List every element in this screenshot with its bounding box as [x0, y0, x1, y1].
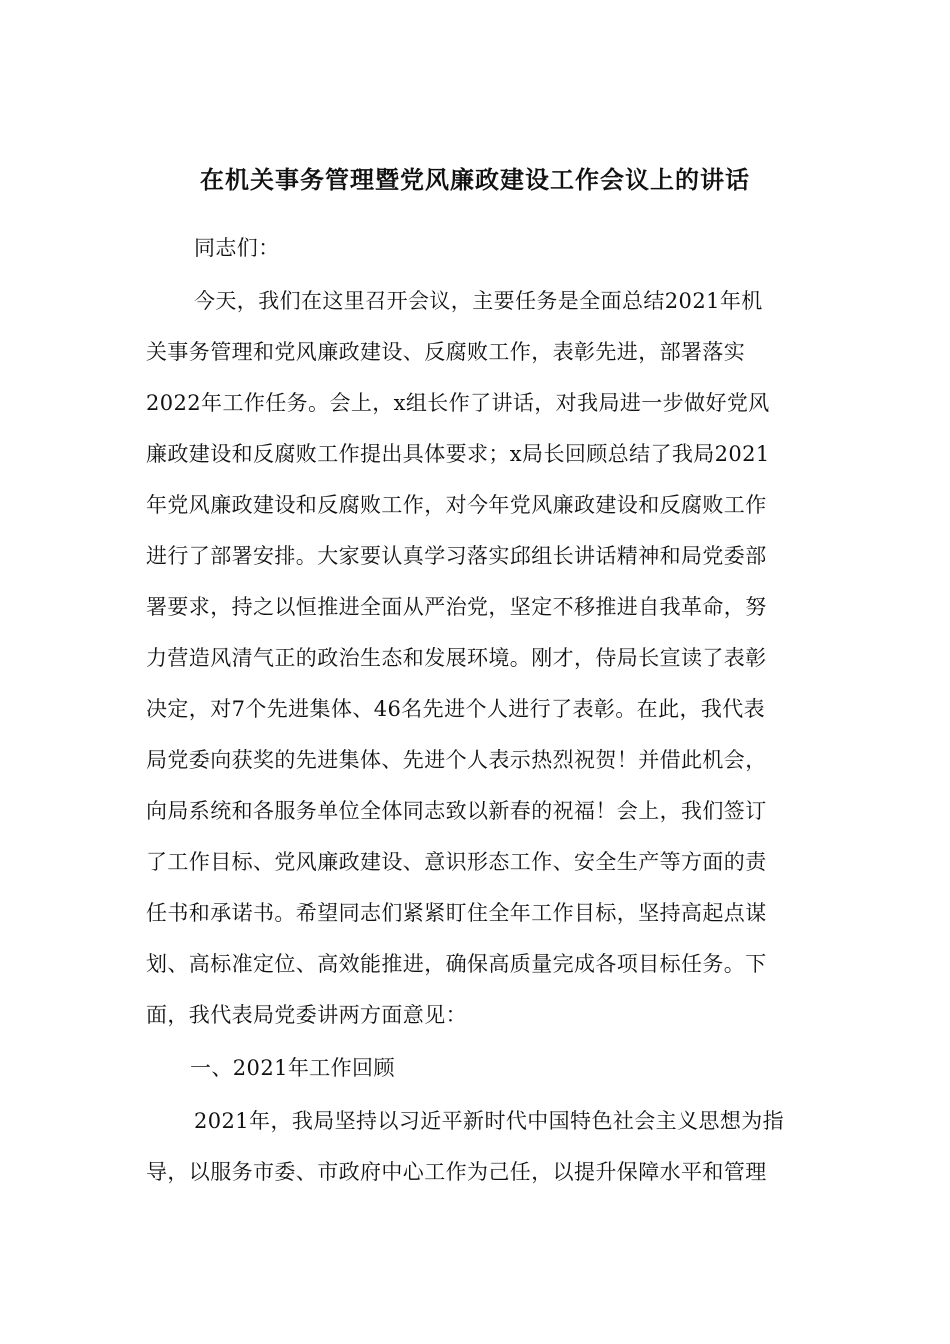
paragraph-line: 面，我代表局党委讲两方面意见：: [146, 1003, 467, 1027]
paragraph-line: 决定，对7个先进集体、46名先进个人进行了表彰。在此，我代表: [146, 697, 766, 721]
paragraph-line: 今天，我们在这里召开会议，主要任务是全面总结2021年机: [194, 289, 763, 313]
paragraph-line: 2021年，我局坚持以习近平新时代中国特色社会主义思想为指: [194, 1109, 785, 1133]
paragraph-line: 任书和承诺书。希望同志们紧紧盯住全年工作目标，坚持高起点谋: [146, 901, 767, 925]
paragraph-line: 局党委向获奖的先进集体、先进个人表示热烈祝贺！并借此机会，: [146, 748, 767, 772]
paragraph-line: 年党风廉政建设和反腐败工作，对今年党风廉政建设和反腐败工作: [146, 493, 767, 517]
paragraph-line: 导，以服务市委、市政府中心工作为己任，以提升保障水平和管理: [146, 1160, 767, 1184]
paragraph-line: 关事务管理和党风廉政建设、反腐败工作，表彰先进，部署落实: [146, 340, 746, 364]
paragraph-line: 廉政建设和反腐败工作提出具体要求；x局长回顾总结了我局2021: [146, 442, 770, 466]
paragraph-line: 进行了部署安排。大家要认真学习落实邱组长讲话精神和局党委部: [146, 544, 767, 568]
paragraph-line: 划、高标准定位、高效能推进，确保高质量完成各项目标任务。下: [146, 952, 767, 976]
paragraph-line: 署要求，持之以恒推进全面从严治党，坚定不移推进自我革命，努: [146, 595, 767, 619]
paragraph-line: 力营造风清气正的政治生态和发展环境。刚才，侍局长宣读了表彰: [146, 646, 767, 670]
document-title: 在机关事务管理暨党风廉政建设工作会议上的讲话: [200, 165, 750, 194]
paragraph-line: 向局系统和各服务单位全体同志致以新春的祝福！会上，我们签订: [146, 799, 767, 823]
section-heading: 一、2021年工作回顾: [190, 1056, 395, 1080]
salutation: 同志们：: [194, 236, 280, 260]
paragraph-line: 2022年工作任务。会上，x组长作了讲话，对我局进一步做好党风: [146, 391, 770, 415]
paragraph-line: 了工作目标、党风廉政建设、意识形态工作、安全生产等方面的责: [146, 850, 767, 874]
